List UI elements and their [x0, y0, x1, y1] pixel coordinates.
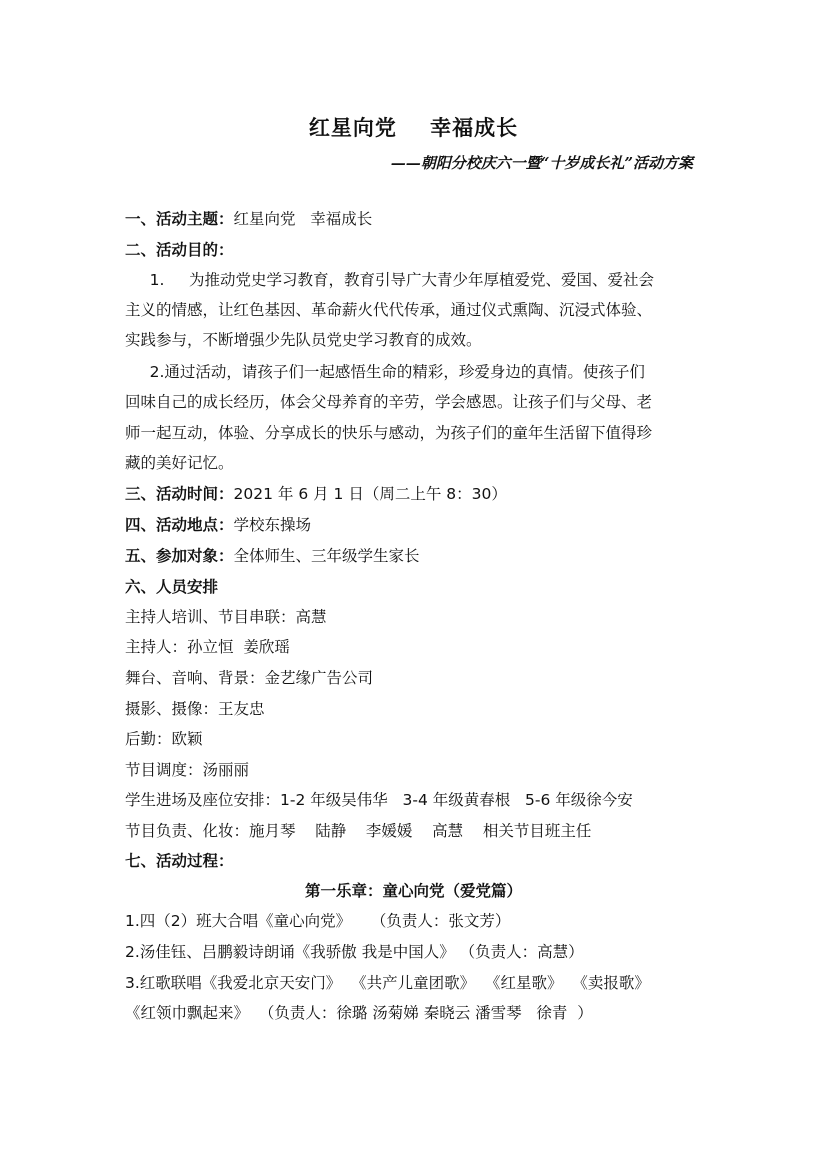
section-heading: 五、参加对象：: [125, 547, 234, 565]
staff-line: 主持人：孙立恒 姜欣瑶: [125, 638, 290, 656]
section-text: 2021 年 6 月 1 日（周二上午 8：30）: [233, 485, 507, 503]
document-title: 红星向党 幸福成长: [308, 116, 519, 140]
program-item: 2.汤佳钰、吕鹏毅诗朗诵《我骄傲 我是中国人》 （负责人：高慧）: [125, 943, 584, 961]
paragraph-line: 师一起互动，体验、分享成长的快乐与感动，为孩子们的童年生活留下值得珍: [125, 424, 653, 442]
program-item: 1.四（2）班大合唱《童心向党》 （负责人：张文芳）: [125, 912, 511, 930]
paragraph-line: 藏的美好记忆。: [125, 454, 234, 472]
section-text: 学校东操场: [233, 516, 312, 534]
paragraph-line: 2.通过活动，请孩子们一起感悟生命的精彩，珍爱身边的真情。使孩子们: [125, 363, 645, 381]
program-item: 3.红歌联唱《我爱北京天安门》 《共产儿童团歌》 《红星歌》 《卖报歌》: [125, 974, 650, 992]
section-location: [125, 514, 311, 536]
section-staff-heading: 六、人员安排: [125, 578, 219, 596]
section-heading: 四、活动地点：: [125, 516, 234, 534]
document-subtitle: ——朝阳分校庆六一暨“十岁成长礼”活动方案: [390, 154, 693, 172]
section-process-heading: 七、活动过程：: [125, 852, 234, 870]
section-heading: 一、活动主题：: [125, 210, 234, 228]
chapter-heading: 第一乐章：童心向党（爱党篇）: [304, 882, 522, 900]
staff-line: 节目负责、化妆：施月琴 陆静 李媛媛 高慧 相关节目班主任: [125, 822, 592, 840]
section-time: [125, 483, 507, 505]
section-text: 红星向党 幸福成长: [233, 210, 373, 228]
staff-line: 摄影、摄像：王友忠: [125, 700, 265, 718]
paragraph-line: 回味自己的成长经历，体会父母养育的辛劳，学会感恩。让孩子们与父母、老: [125, 393, 653, 411]
paragraph-line: 1. 为推动党史学习教育，教育引导广大青少年厚植爱党、爱国、爱社会: [125, 271, 655, 289]
section-theme: [125, 208, 372, 230]
section-heading: 三、活动时间：: [125, 485, 234, 503]
program-item: 《红领巾飘起来》 （负责人：徐璐 汤菊娣 秦晓云 潘雪琴 徐青 ）: [125, 1004, 593, 1022]
paragraph-line: 主义的情感，让红色基因、革命薪火代代传承，通过仪式熏陶、沉浸式体验、: [125, 301, 653, 319]
section-purpose-heading: 二、活动目的：: [125, 241, 234, 259]
staff-line: 后勤：欧颖: [125, 730, 203, 748]
staff-line: 学生进场及座位安排：1-2 年级吴伟华 3-4 年级黄春根 5-6 年级徐今安: [125, 791, 633, 809]
staff-line: 舞台、音响、背景：金艺缘广告公司: [125, 669, 374, 687]
section-text: 全体师生、三年级学生家长: [233, 547, 420, 565]
paragraph-line: 实践参与，不断增强少先队员党史学习教育的成效。: [125, 331, 482, 349]
staff-line: 主持人培训、节目串联：高慧: [125, 608, 327, 626]
staff-line: 节目调度：汤丽丽: [125, 761, 250, 779]
section-participants: [125, 545, 420, 567]
